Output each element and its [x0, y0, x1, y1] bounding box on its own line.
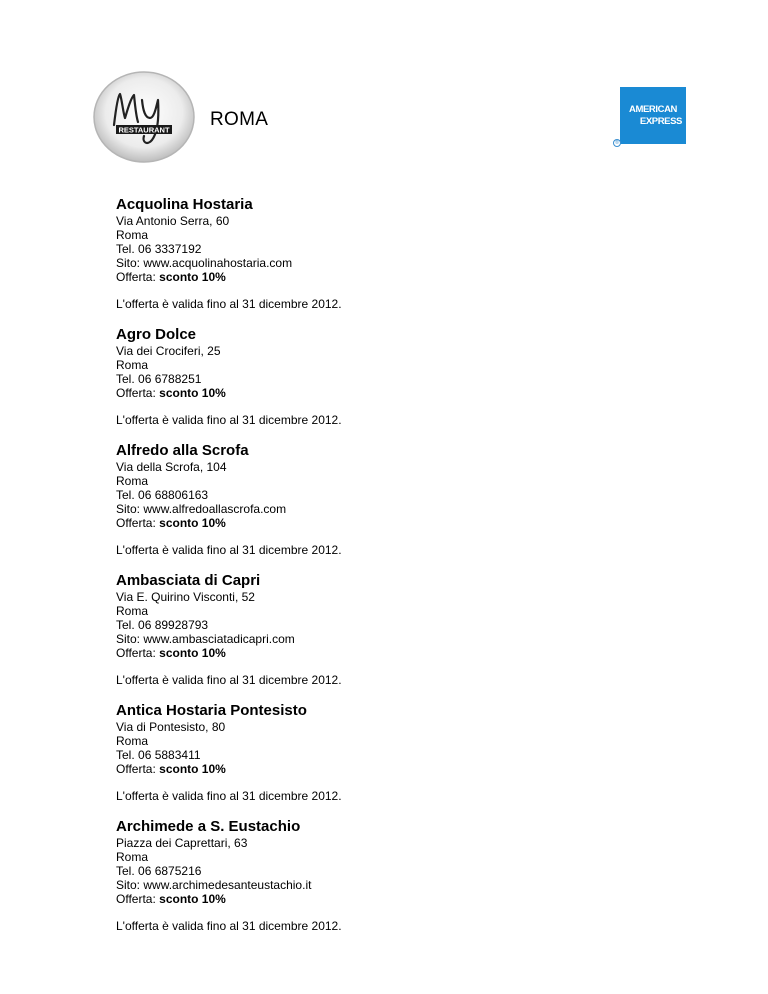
offer-value: sconto 10%	[159, 762, 226, 776]
phone-value: 06 6875216	[138, 864, 202, 878]
restaurant-website	[116, 632, 676, 646]
restaurant-address: Via della Scrofa, 104	[116, 460, 227, 474]
offer-validity: L'offerta è valida fino al 31 dicembre 2012.	[116, 919, 342, 933]
website-label: Sito:	[116, 632, 141, 646]
restaurant-city: Roma	[116, 228, 149, 242]
phone-label: Tel.	[116, 618, 135, 632]
website-link[interactable]: www.ambasciatadicapri.com	[143, 632, 295, 646]
restaurant-address: Via Antonio Serra, 60	[116, 214, 230, 228]
restaurant-name: Antica Hostaria Pontesisto	[116, 702, 307, 719]
restaurant-offer	[116, 270, 676, 284]
restaurant-city: Roma	[116, 358, 149, 372]
offer-value: sconto 10%	[159, 516, 226, 530]
phone-value: 06 5883411	[138, 748, 201, 762]
offer-value: sconto 10%	[159, 892, 226, 906]
offer-label: Offerta:	[116, 892, 156, 906]
restaurant-offer	[116, 516, 676, 530]
offer-validity: L'offerta è valida fino al 31 dicembre 2012.	[116, 297, 342, 311]
restaurant-phone	[116, 242, 676, 256]
restaurant-city: Roma	[116, 604, 149, 618]
offer-label: Offerta:	[116, 270, 156, 284]
restaurant-phone	[116, 618, 676, 632]
offer-value: sconto 10%	[159, 646, 226, 660]
offer-validity: L'offerta è valida fino al 31 dicembre 2012.	[116, 789, 342, 803]
restaurant-entry	[116, 818, 676, 933]
phone-label: Tel.	[116, 748, 135, 762]
offer-label: Offerta:	[116, 762, 156, 776]
offer-label: Offerta:	[116, 516, 156, 530]
website-label: Sito:	[116, 256, 141, 270]
phone-value: 06 3337192	[138, 242, 202, 256]
amex-line-1: AMERICAN	[629, 104, 677, 115]
restaurant-offer	[116, 892, 676, 906]
registered-mark-icon: ®	[613, 139, 621, 147]
restaurant-offer	[116, 646, 676, 660]
offer-validity: L'offerta è valida fino al 31 dicembre 2012.	[116, 543, 342, 557]
restaurant-entry	[116, 572, 676, 687]
my-restaurant-logo	[92, 70, 196, 164]
offer-label: Offerta:	[116, 646, 156, 660]
restaurant-entry	[116, 196, 676, 311]
restaurant-phone	[116, 488, 676, 502]
amex-line-2: EXPRESS	[639, 116, 682, 127]
website-label: Sito:	[116, 502, 141, 516]
restaurant-list	[116, 196, 676, 933]
restaurant-name: Agro Dolce	[116, 326, 197, 343]
phone-value: 06 89928793	[138, 618, 209, 632]
restaurant-entry	[116, 442, 676, 557]
american-express-logo	[620, 87, 686, 144]
website-link[interactable]: www.alfredoallascrofa.com	[143, 502, 287, 516]
offer-value: sconto 10%	[159, 386, 226, 400]
restaurant-address: Via di Pontesisto, 80	[116, 720, 226, 734]
restaurant-name: Acquolina Hostaria	[116, 196, 253, 213]
website-label: Sito:	[116, 878, 141, 892]
phone-value: 06 68806163	[138, 488, 209, 502]
restaurant-name: Alfredo alla Scrofa	[116, 442, 249, 459]
restaurant-phone	[116, 864, 676, 878]
restaurant-address: Via dei Crociferi, 25	[116, 344, 221, 358]
offer-label: Offerta:	[116, 386, 156, 400]
restaurant-website	[116, 256, 676, 270]
website-link[interactable]: www.acquolinahostaria.com	[143, 256, 293, 270]
offer-validity: L'offerta è valida fino al 31 dicembre 2012.	[116, 413, 342, 427]
website-link[interactable]: www.archimedesanteustachio.it	[143, 878, 312, 892]
phone-value: 06 6788251	[138, 372, 202, 386]
restaurant-entry	[116, 702, 676, 803]
offer-validity: L'offerta è valida fino al 31 dicembre 2012.	[116, 673, 342, 687]
restaurant-website	[116, 502, 676, 516]
restaurant-website	[116, 878, 676, 892]
restaurant-city: Roma	[116, 734, 149, 748]
restaurant-city: Roma	[116, 474, 149, 488]
phone-label: Tel.	[116, 242, 135, 256]
svg-text:RESTAURANT: RESTAURANT	[118, 125, 170, 135]
restaurant-phone	[116, 372, 676, 386]
restaurant-name: Ambasciata di Capri	[116, 572, 261, 589]
offer-value: sconto 10%	[159, 270, 226, 284]
phone-label: Tel.	[116, 864, 135, 878]
restaurant-address: Via E. Quirino Visconti, 52	[116, 590, 255, 604]
restaurant-name: Archimede a S. Eustachio	[116, 818, 301, 835]
phone-label: Tel.	[116, 372, 135, 386]
restaurant-phone	[116, 748, 676, 762]
restaurant-entry	[116, 326, 676, 427]
restaurant-address: Piazza dei Caprettari, 63	[116, 836, 248, 850]
restaurant-offer	[116, 762, 676, 776]
restaurant-city: Roma	[116, 850, 149, 864]
phone-label: Tel.	[116, 488, 135, 502]
city-title: ROMA	[210, 109, 269, 130]
page-header	[0, 0, 768, 170]
restaurant-offer	[116, 386, 676, 400]
